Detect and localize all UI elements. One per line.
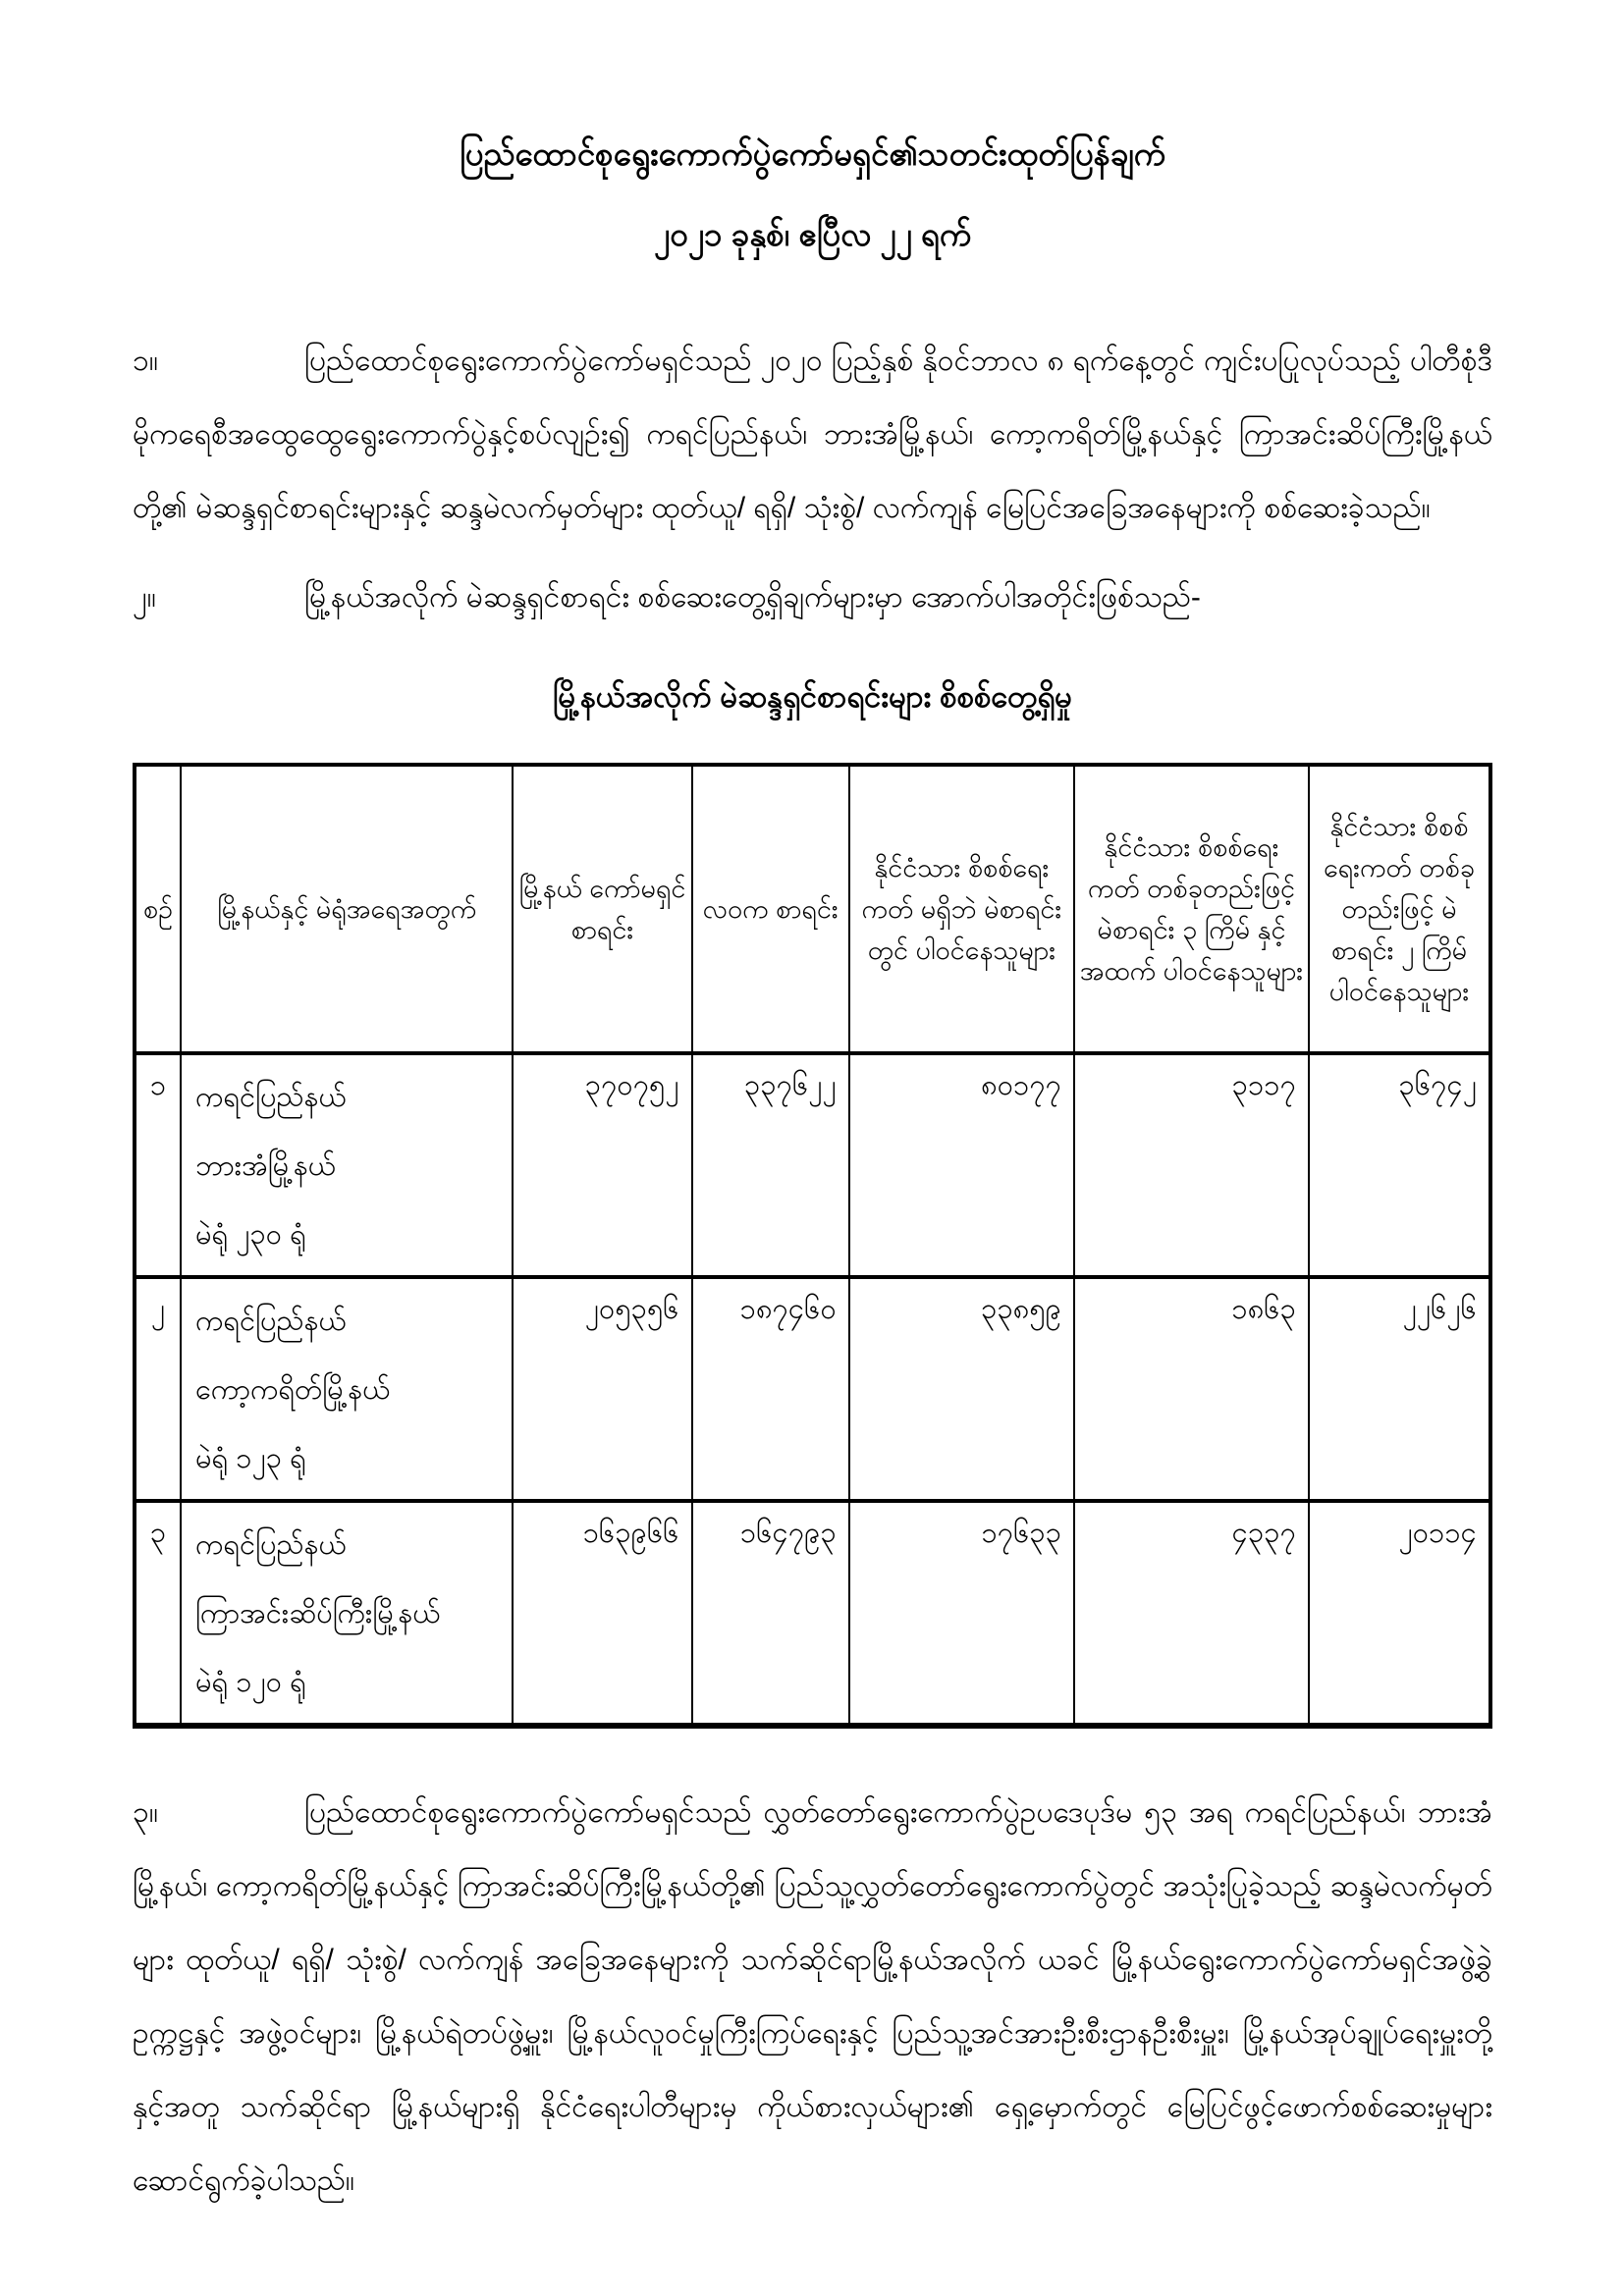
paragraph-1 (133, 324, 1492, 545)
paragraph-3 (133, 1776, 1492, 2217)
col-header-township-polling-stations: မြို့နယ်နှင့် မဲရုံအရေအတွက် (181, 765, 513, 1053)
paragraph-2 (133, 561, 1492, 634)
paragraph-1-number: ၁။ (133, 345, 158, 377)
three-or-more-times-cell: ၃၁၁၇ (1074, 1053, 1309, 1277)
three-or-more-times-cell: ၁၈၆၃ (1074, 1277, 1309, 1501)
paragraph-1-text: ပြည်ထောင်စုရွေးကောက်ပွဲကော်မရှင်သည် ၂၀၂၀ ပြည့်နှစ် နိုဝင်ဘာလ ၈ ရက်နေ့တွင် ကျင်းပပြုလုပ်သည့် ပါတီစုံဒီမိုကရေစီအထွေထွေရွေးကောက်ပွဲနှင့်စပ်လျဉ်း၍ ကရင်ပြည်နယ်၊ ဘားအံမြို့နယ်၊ ကော့ကရိတ်မြို့နယ်နှင့် ကြာအင်းဆိပ်ကြီးမြို့နယ်တို့၏ မဲဆန္ဒရှင်စာရင်းများနှင့် ဆန္ဒမဲလက်မှတ်များ ထုတ်ယူ/ ရရှိ/ သုံးစွဲ/ လက်ကျန် မြေပြင်အခြေအနေများကို စစ်ဆေးခဲ့သည်။ (133, 345, 1492, 524)
col-header-serial: စဉ် (135, 765, 181, 1053)
table-row (135, 1053, 1490, 1277)
township-state-line: ကရင်ပြည်နယ် (194, 1082, 347, 1113)
township-state-line: ကရင်ပြည်နယ် (194, 1306, 347, 1337)
township-name-line: ကြာအင်းဆိပ်ကြီးမြို့နယ် (194, 1598, 441, 1629)
serial-cell: ၂ (135, 1277, 181, 1501)
two-times-cell: ၂၂၆၂၆ (1309, 1277, 1490, 1501)
commission-list-cell: ၁၆၃၉၆၆ (513, 1501, 691, 1726)
township-cell (181, 1501, 513, 1726)
col-header-commission-list: မြို့နယ် ကော်မရှင် စာရင်း (513, 765, 691, 1053)
table-title: မြို့နယ်အလိုက် မဲဆန္ဒရှင်စာရင်းများ စိစစ်တွေ့ရှိမှု (553, 679, 1072, 714)
col-header-no-citizenship-card: နိုင်ငံသား စိစစ်ရေးကတ် မရှိဘဲ မဲစာရင်းတွင် ပါဝင်နေသူများ (849, 765, 1074, 1053)
serial-cell: ၃ (135, 1501, 181, 1726)
no-card-cell: ၈၀၁၇၇ (849, 1053, 1074, 1277)
two-times-cell: ၂၀၁၁၄ (1309, 1501, 1490, 1726)
immigration-list-cell: ၁၈၇၄၆၀ (692, 1277, 849, 1501)
table-header-row (135, 765, 1490, 1053)
township-state-line: ကရင်ပြည်နယ် (194, 1529, 347, 1561)
paragraph-2-text: မြို့နယ်အလိုက် မဲဆန္ဒရှင်စာရင်း စစ်ဆေးတွေ့ရှိချက်များမှာ အောက်ပါအတိုင်းဖြစ်သည်- (304, 581, 1201, 614)
table-row (135, 1277, 1490, 1501)
two-times-cell: ၃၆၇၄၂ (1309, 1053, 1490, 1277)
commission-list-cell: ၃၇၀၇၅၂ (513, 1053, 691, 1277)
serial-cell: ၁ (135, 1053, 181, 1277)
col-header-immigration-list: လဝက စာရင်း (692, 765, 849, 1053)
paragraph-2-number: ၂။ (133, 581, 156, 614)
polling-stations-line: မဲရုံ ၁၂၃ ရုံ (194, 1443, 306, 1474)
township-name-line: ဘားအံမြို့နယ် (194, 1150, 336, 1182)
col-header-three-or-more-times: နိုင်ငံသား စိစစ်ရေးကတ် တစ်ခုတည်းဖြင့် မဲစာရင်း ၃ ကြိမ် နှင့် အထက် ပါဝင်နေသူများ (1074, 765, 1309, 1053)
document-date: ၂၀၂၁ ခုနှစ်၊ ဧပြီလ ၂၂ ရက် (653, 216, 972, 252)
township-cell (181, 1053, 513, 1277)
township-name-line: ကော့ကရိတ်မြို့နယ် (194, 1374, 391, 1406)
no-card-cell: ၁၇၆၃၃ (849, 1501, 1074, 1726)
polling-stations-line: မဲရုံ ၁၂၀ ရုံ (194, 1667, 306, 1698)
table-row (135, 1501, 1490, 1726)
immigration-list-cell: ၃၃၇၆၂၂ (692, 1053, 849, 1277)
township-cell (181, 1277, 513, 1501)
paragraph-3-number: ၃။ (133, 1796, 158, 1829)
immigration-list-cell: ၁၆၄၇၉၃ (692, 1501, 849, 1726)
three-or-more-times-cell: ၄၃၃၇ (1074, 1501, 1309, 1726)
col-header-two-times: နိုင်ငံသား စိစစ်ရေးကတ် တစ်ခုတည်းဖြင့် မဲစာရင်း ၂ ကြိမ် ပါဝင်နေသူများ (1309, 765, 1490, 1053)
voter-list-scrutiny-table (133, 763, 1492, 1729)
document-title: ပြည်ထောင်စုရွေးကောက်ပွဲကော်မရှင်၏သတင်းထုတ်ပြန်ချက် (460, 135, 1165, 172)
paragraph-3-text: ပြည်ထောင်စုရွေးကောက်ပွဲကော်မရှင်သည် လွှတ်တော်ရွေးကောက်ပွဲဥပဒေပုဒ်မ ၅၃ အရ ကရင်ပြည်နယ်၊ ဘားအံမြို့နယ်၊ ကော့ကရိတ်မြို့နယ်နှင့် ကြာအင်းဆိပ်ကြီးမြို့နယ်တို့၏ ပြည်သူ့လွှတ်တော်ရွေးကောက်ပွဲတွင် အသုံးပြုခဲ့သည့် ဆန္ဒမဲလက်မှတ်များ ထုတ်ယူ/ ရရှိ/ သုံးစွဲ/ လက်ကျန် အခြေအနေများကို သက်ဆိုင်ရာမြို့နယ်အလိုက် ယခင် မြို့နယ်ရွေးကောက်ပွဲကော်မရှင်အဖွဲ့ခွဲ ဥက္ကဋ္ဌနှင့် အဖွဲ့ဝင်များ၊ မြို့နယ်ရဲတပ်ဖွဲ့မှူး၊ မြို့နယ်လူဝင်မှုကြီးကြပ်ရေးနှင့် ပြည်သူ့အင်အားဦးစီးဌာနဦးစီးမှူး၊ မြို့နယ်အုပ်ချုပ်ရေးမှူးတို့နှင့်အတူ သက်ဆိုင်ရာ မြို့နယ်များရှိ နိုင်ငံရေးပါတီများမှ ကိုယ်စားလှယ်များ၏ ရှေ့မှောက်တွင် မြေပြင်ဖွင့်ဖောက်စစ်ဆေးမှုများ ဆောင်ရွက်ခဲ့ပါသည်။ (133, 1796, 1492, 2197)
commission-list-cell: ၂၀၅၃၅၆ (513, 1277, 691, 1501)
no-card-cell: ၃၃၈၅၉ (849, 1277, 1074, 1501)
polling-stations-line: မဲရုံ ၂၃၀ ရုံ (194, 1219, 306, 1251)
